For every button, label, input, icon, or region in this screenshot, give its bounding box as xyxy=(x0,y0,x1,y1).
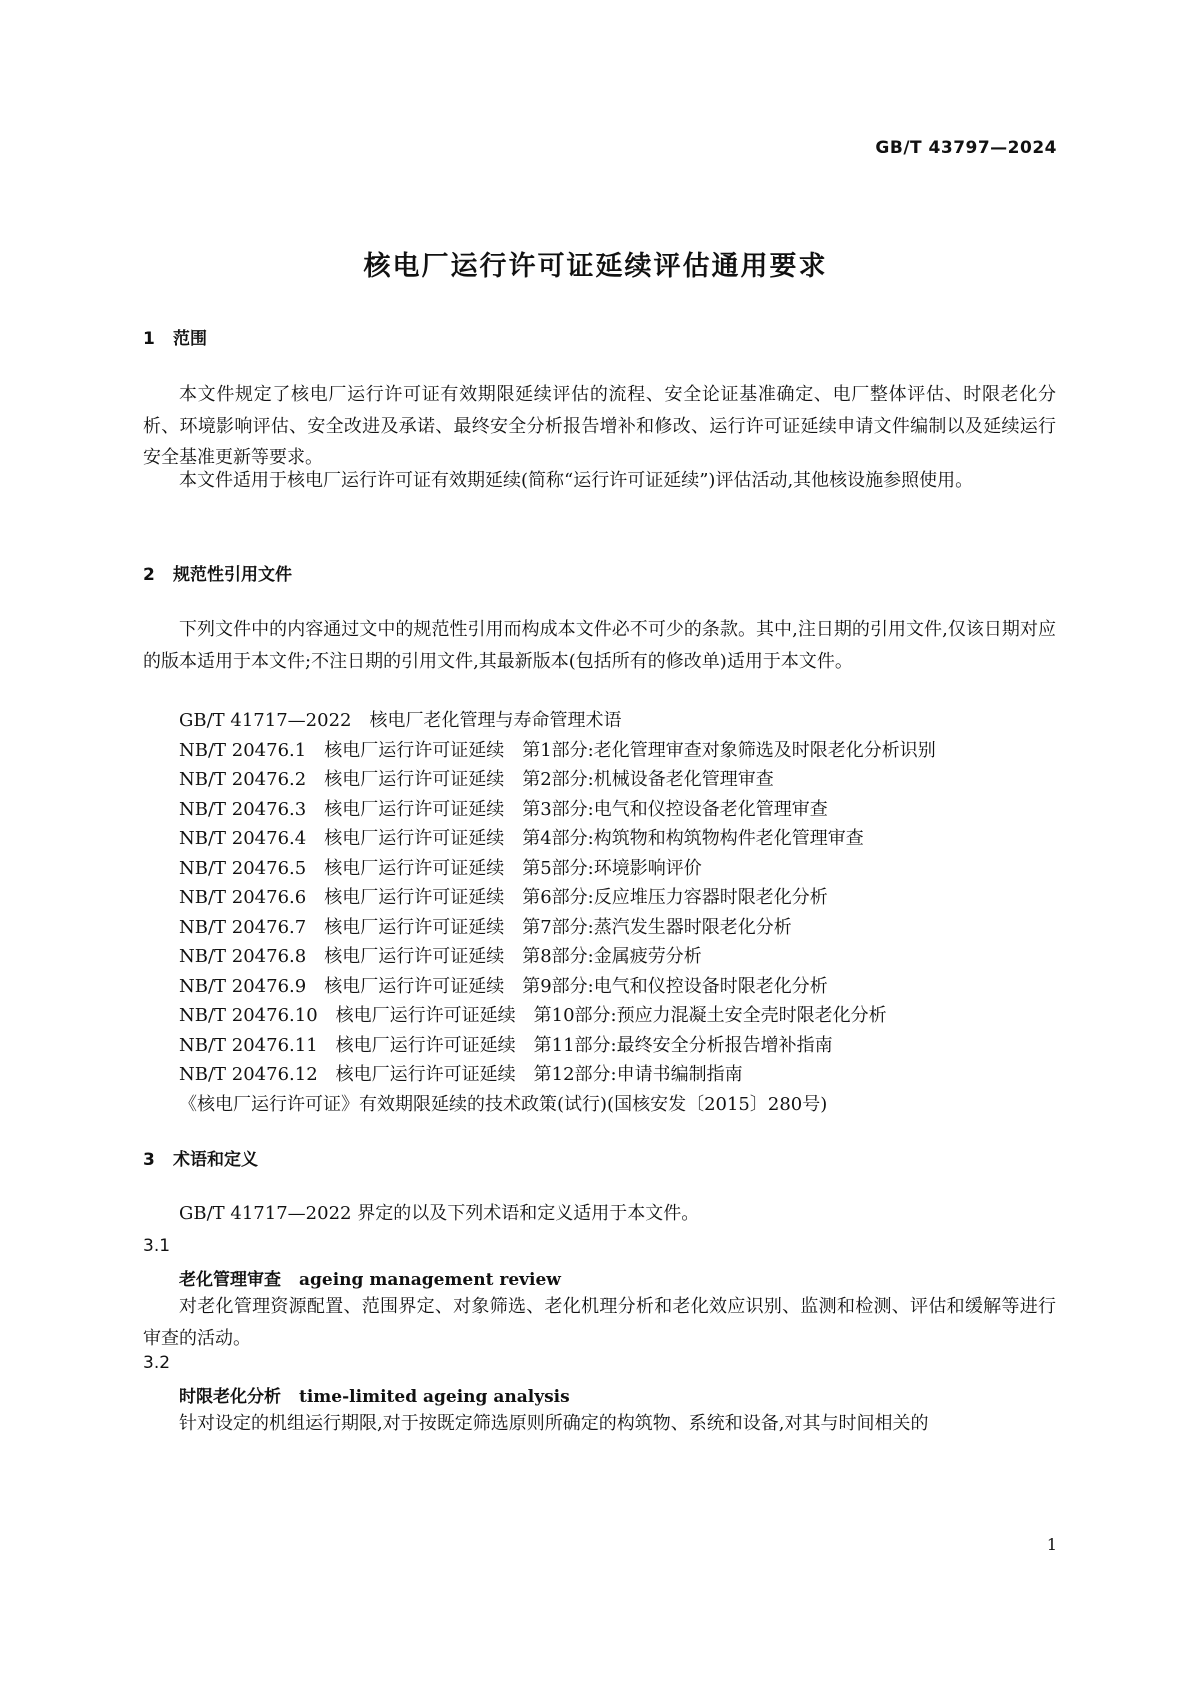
document-title: 核电厂运行许可证延续评估通用要求 xyxy=(363,251,828,282)
term-heading xyxy=(179,1265,561,1290)
section-2-paragraph-1: 下列文件中的内容通过文中的规范性引用而构成本文件必不可少的条款。其中,注日期的引用文件,仅该日期对应的版本适用于本文件;不注日期的引用文件,其最新版本(包括所有的修改单)适用于本文件。 xyxy=(143,619,1056,672)
section-title: 规范性引用文件 xyxy=(173,565,292,585)
term-zh: 时限老化分析 xyxy=(179,1387,281,1407)
reference-item xyxy=(179,736,936,762)
term-en: time-limited ageing analysis xyxy=(299,1387,570,1407)
reference-code: NB/T 20476.4 xyxy=(179,828,307,849)
reference-title: 核电厂运行许可证延续 第5部分:环境影响评价 xyxy=(324,858,702,879)
reference-item xyxy=(179,972,828,998)
section-3-heading xyxy=(143,1145,258,1170)
reference-title: 核电厂运行许可证延续 第7部分:蒸汽发生器时限老化分析 xyxy=(324,917,792,938)
reference-title: 核电厂运行许可证延续 第2部分:机械设备老化管理审查 xyxy=(324,769,774,790)
section-number: 3 xyxy=(143,1150,155,1170)
reference-title: 核电厂运行许可证延续 第3部分:电气和仪控设备老化管理审查 xyxy=(324,799,828,820)
policy-reference: 《核电厂运行许可证》有效期限延续的技术政策(试行)(国核安发〔2015〕280号) xyxy=(179,1094,828,1115)
reference-code: NB/T 20476.8 xyxy=(179,946,307,967)
term-heading xyxy=(179,1382,570,1407)
section-number: 1 xyxy=(143,329,155,349)
term-definition: 对老化管理资源配置、范围界定、对象筛选、老化机理分析和老化效应识别、监测和检测、评估和缓解等进行审查的活动。 xyxy=(143,1296,1056,1349)
reference-item xyxy=(179,1001,887,1027)
reference-code: NB/T 20476.10 xyxy=(179,1005,318,1026)
clause-number: 3.1 xyxy=(143,1236,171,1256)
reference-code: NB/T 20476.3 xyxy=(179,799,307,820)
reference-title: 核电厂运行许可证延续 第10部分:预应力混凝土安全壳时限老化分析 xyxy=(335,1005,887,1026)
reference-title: 核电厂运行许可证延续 第6部分:反应堆压力容器时限老化分析 xyxy=(324,887,828,908)
reference-code: NB/T 20476.1 xyxy=(179,740,307,761)
section-title: 术语和定义 xyxy=(173,1150,258,1170)
reference-code: NB/T 20476.11 xyxy=(179,1035,318,1056)
reference-title: 核电厂运行许可证延续 第4部分:构筑物和构筑物构件老化管理审查 xyxy=(324,828,864,849)
reference-item xyxy=(179,913,792,939)
section-1-paragraph-1: 本文件规定了核电厂运行许可证有效期限延续评估的流程、安全论证基准确定、电厂整体评估、时限老化分析、环境影响评估、安全改进及承诺、最终安全分析报告增补和修改、运行许可证延续申请文件编制以及延续运行安全基准更新等要求。 xyxy=(143,384,1056,468)
section-1-heading xyxy=(143,324,207,349)
reference-item xyxy=(179,883,828,909)
reference-code: NB/T 20476.9 xyxy=(179,976,307,997)
reference-item xyxy=(179,795,828,821)
reference-item xyxy=(179,824,864,850)
reference-code: NB/T 20476.12 xyxy=(179,1064,318,1085)
term-zh: 老化管理审查 xyxy=(179,1270,281,1290)
section-number: 2 xyxy=(143,565,155,585)
clause-number: 3.2 xyxy=(143,1353,171,1373)
reference-title: 核电厂老化管理与寿命管理术语 xyxy=(369,710,622,731)
reference-item xyxy=(179,765,774,791)
reference-code: NB/T 20476.6 xyxy=(179,887,307,908)
reference-item xyxy=(179,1031,833,1057)
reference-title: 核电厂运行许可证延续 第1部分:老化管理审查对象筛选及时限老化分析识别 xyxy=(324,740,936,761)
reference-title: 核电厂运行许可证延续 第9部分:电气和仪控设备时限老化分析 xyxy=(324,976,828,997)
reference-code: NB/T 20476.2 xyxy=(179,769,307,790)
reference-item xyxy=(179,942,702,968)
reference-title: 核电厂运行许可证延续 第12部分:申请书编制指南 xyxy=(335,1064,743,1085)
reference-code: GB/T 41717—2022 xyxy=(179,710,352,731)
term-en: ageing management review xyxy=(299,1270,561,1290)
reference-item xyxy=(179,1060,743,1086)
section-3-paragraph-1: GB/T 41717—2022 界定的以及下列术语和定义适用于本文件。 xyxy=(179,1203,700,1224)
standard-number: GB/T 43797—2024 xyxy=(875,138,1057,158)
section-title: 范围 xyxy=(173,329,207,349)
term-definition: 针对设定的机组运行期限,对于按既定筛选原则所确定的构筑物、系统和设备,对其与时间相关的 xyxy=(179,1413,929,1434)
reference-item xyxy=(179,854,702,880)
section-2-heading xyxy=(143,560,292,585)
reference-code: NB/T 20476.7 xyxy=(179,917,307,938)
reference-code: NB/T 20476.5 xyxy=(179,858,307,879)
section-1-paragraph-2: 本文件适用于核电厂运行许可证有效期延续(简称“运行许可证延续”)评估活动,其他核设施参照使用。 xyxy=(179,470,974,491)
reference-item xyxy=(179,706,621,732)
page-number: 1 xyxy=(1046,1535,1057,1554)
reference-title: 核电厂运行许可证延续 第11部分:最终安全分析报告增补指南 xyxy=(335,1035,833,1056)
reference-title: 核电厂运行许可证延续 第8部分:金属疲劳分析 xyxy=(324,946,702,967)
